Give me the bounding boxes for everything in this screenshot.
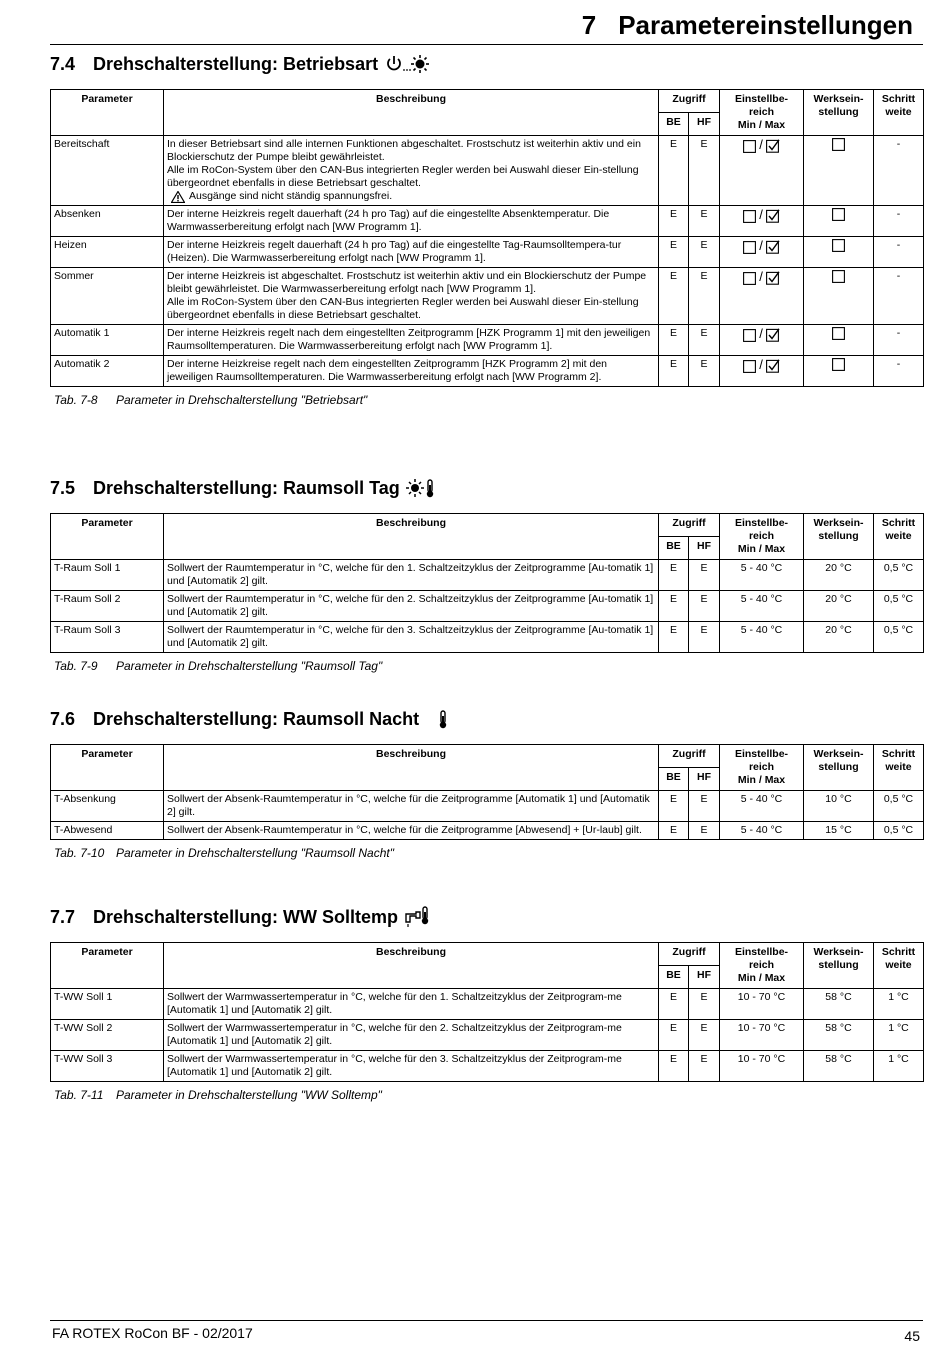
column-header-line: Werksein- (813, 93, 864, 105)
step-width: - (874, 356, 924, 387)
description-paragraph: Der interne Heizkreis ist abgeschaltet. Frostschutz ist weiterhin aktiv und ein Blockierschutz der Pumpe bleibt gewährleistet. Die Warmwasserbereitung erfolgt nach [WW Programm 1]. (167, 270, 647, 295)
access-hf: E (689, 989, 720, 1020)
setting-range: 10 - 70 °C (720, 989, 804, 1020)
section-title: Drehschalterstellung: Betriebsart (93, 54, 379, 74)
column-header-line: reich (748, 106, 775, 118)
column-header-line: Schritt (881, 748, 916, 760)
column-header-schrittweite (874, 90, 924, 136)
slash-separator: / (755, 238, 767, 253)
checkbox-checked-icon (766, 360, 780, 372)
warning-text: Ausgänge sind nicht ständig spannungsfrei. (189, 190, 393, 202)
description-paragraph: Sollwert der Warmwassertemperatur in °C, welche für den 3. Schaltzeitzyklus der Zeitprogram-me [Automatik 1] und [Automatik 2] gilt. (167, 1053, 622, 1078)
parameter-name: T-Raum Soll 3 (51, 622, 164, 653)
section-heading (50, 903, 924, 931)
table-row (51, 822, 924, 840)
header-row (51, 90, 924, 113)
parameter-name: T-Abwesend (51, 822, 164, 840)
column-header-line: Min / Max (737, 543, 786, 555)
column-header-be: BE (659, 768, 689, 791)
column-header-beschreibung: Beschreibung (164, 90, 659, 136)
column-header-zugriff: Zugriff (659, 745, 720, 768)
access-be: E (659, 1020, 689, 1051)
column-header-be: BE (659, 966, 689, 989)
tap-thermometer-icon (404, 906, 432, 928)
setting-range: 5 - 40 °C (720, 791, 804, 822)
parameter-name: Automatik 2 (51, 356, 164, 387)
column-header-hf: HF (689, 113, 720, 136)
column-header-parameter: Parameter (51, 943, 164, 989)
column-header-zugriff: Zugriff (659, 90, 720, 113)
access-be: E (659, 237, 689, 268)
header-row (51, 514, 924, 537)
parameter-name: Absenken (51, 206, 164, 237)
section-number: 7.7 (50, 907, 76, 927)
parameter-description (164, 560, 659, 591)
parameter-name: Bereitschaft (51, 136, 164, 206)
factory-setting: 20 °C (804, 622, 874, 653)
column-header-line: stellung (818, 530, 859, 542)
section-7-4 (50, 50, 924, 407)
chapter-number: 7 (581, 10, 597, 40)
parameter-description (164, 989, 659, 1020)
power-sun-icon (384, 54, 430, 74)
parameter-name: Sommer (51, 268, 164, 325)
factory-setting (804, 206, 874, 237)
setting-range: 5 - 40 °C (720, 822, 804, 840)
access-hf: E (689, 591, 720, 622)
table-row (51, 136, 924, 206)
parameter-description (164, 591, 659, 622)
parameter-description (164, 622, 659, 653)
access-be: E (659, 989, 689, 1020)
column-header-parameter: Parameter (51, 745, 164, 791)
description-paragraph: Sollwert der Warmwassertemperatur in °C, welche für den 2. Schaltzeitzyklus der Zeitprogram-me [Automatik 1] und [Automatik 2] gilt. (167, 1022, 622, 1047)
access-hf: E (689, 1051, 720, 1082)
table-caption-text: Parameter in Drehschalterstellung "Betriebsart" (116, 393, 368, 407)
access-hf: E (689, 791, 720, 822)
step-width: 0,5 °C (874, 560, 924, 591)
parameter-name: T-Raum Soll 1 (51, 560, 164, 591)
parameter-description (164, 791, 659, 822)
section-number: 7.4 (50, 54, 76, 74)
chapter-header (50, 6, 923, 45)
warning-triangle-icon (171, 191, 185, 203)
table-number: Tab. 7-9 (54, 659, 98, 673)
column-header-line: Min / Max (737, 972, 786, 984)
step-width: - (874, 206, 924, 237)
step-width: 1 °C (874, 1051, 924, 1082)
checkbox-empty-icon (832, 358, 845, 370)
column-header-schrittweite (874, 943, 924, 989)
description-paragraph: Alle im RoCon-System über den CAN-Bus integrierten Regler werden bei Auswahl dieser Ein-stellung übergeordnet ebenfalls in diese Betriebsart geschaltet. (167, 296, 639, 321)
column-header-line: Werksein- (813, 517, 864, 529)
description-paragraph: Sollwert der Warmwassertemperatur in °C, welche für den 1. Schaltzeitzyklus der Zeitprogram-me [Automatik 1] und [Automatik 2] gilt. (167, 991, 622, 1016)
factory-setting: 58 °C (804, 1051, 874, 1082)
access-hf: E (689, 268, 720, 325)
factory-setting: 15 °C (804, 822, 874, 840)
checkbox-checked-icon (766, 329, 780, 341)
step-width: 0,5 °C (874, 822, 924, 840)
checkbox-empty-icon (743, 140, 756, 152)
column-header-line: Min / Max (737, 774, 786, 786)
factory-setting (804, 268, 874, 325)
section-heading (50, 50, 924, 78)
column-header-zugriff: Zugriff (659, 514, 720, 537)
column-header-line: weite (885, 106, 912, 118)
factory-setting: 20 °C (804, 560, 874, 591)
table-number: Tab. 7-8 (54, 393, 98, 407)
table-number: Tab. 7-11 (54, 1088, 104, 1102)
column-header-werkseinstellung (804, 90, 874, 136)
section-7-7 (50, 903, 924, 1102)
section-title: Drehschalterstellung: Raumsoll Nacht (93, 709, 420, 729)
description-paragraph: Sollwert der Raumtemperatur in °C, welche für den 3. Schaltzeitzyklus der Zeitprogramme [Au-tomatik 1] und [Automatik 2] gilt. (167, 624, 654, 649)
setting-range (720, 325, 804, 356)
table-row (51, 356, 924, 387)
sun-thermometer-icon (406, 478, 436, 498)
access-be: E (659, 268, 689, 325)
column-header-line: weite (885, 530, 912, 542)
access-be: E (659, 136, 689, 206)
table-caption-text: Parameter in Drehschalterstellung "Raumsoll Nacht" (116, 846, 394, 860)
table-row (51, 268, 924, 325)
parameter-description (164, 268, 659, 325)
chapter-name: Parametereinstellungen (618, 10, 913, 40)
chapter-title (582, 10, 913, 41)
step-width: - (874, 136, 924, 206)
checkbox-checked-icon (766, 140, 780, 152)
column-header-hf: HF (689, 966, 720, 989)
factory-setting: 10 °C (804, 791, 874, 822)
checkbox-empty-icon (832, 270, 845, 282)
parameter-description (164, 1051, 659, 1082)
parameter-name: Automatik 1 (51, 325, 164, 356)
section-7-6 (50, 705, 924, 860)
page-number: 45 (904, 1328, 920, 1344)
parameter-name: T-Raum Soll 2 (51, 591, 164, 622)
description-paragraph: Sollwert der Absenk-Raumtemperatur in °C, welche für die Zeitprogramme [Abwesend] + [Ur-laub] gilt. (167, 824, 642, 836)
column-header-be: BE (659, 537, 689, 560)
footer-divider (50, 1320, 923, 1321)
description-paragraph: In dieser Betriebsart sind alle internen Funktionen abgeschaltet. Frostschutz ist weiterhin aktiv und ein Blockierschutz der Pumpe bleibt gewährleistet. (167, 138, 641, 163)
column-header-werkseinstellung (804, 745, 874, 791)
table-caption (54, 393, 924, 407)
access-hf: E (689, 822, 720, 840)
table-row (51, 237, 924, 268)
checkbox-empty-icon (832, 208, 845, 220)
section-heading (50, 474, 924, 502)
checkbox-empty-icon (743, 210, 756, 222)
header-row (51, 745, 924, 768)
column-header-werkseinstellung (804, 943, 874, 989)
parameter-description (164, 356, 659, 387)
footer-document-id: FA ROTEX RoCon BF - 02/2017 (52, 1325, 253, 1341)
column-header-schrittweite (874, 745, 924, 791)
section-title: Drehschalterstellung: Raumsoll Tag (93, 478, 400, 498)
setting-range (720, 268, 804, 325)
table-row (51, 560, 924, 591)
factory-setting: 58 °C (804, 989, 874, 1020)
step-width: - (874, 237, 924, 268)
column-header-line: Min / Max (737, 119, 786, 131)
column-header-beschreibung: Beschreibung (164, 514, 659, 560)
parameter-name: T-WW Soll 3 (51, 1051, 164, 1082)
column-header-beschreibung: Beschreibung (164, 943, 659, 989)
access-hf: E (689, 356, 720, 387)
description-paragraph: Der interne Heizkreis regelt dauerhaft (24 h pro Tag) auf die eingestellte Absenktemperatur. Die Warmwasserbereitung erfolgt nach [WW Programm 1]. (167, 208, 610, 233)
table-row (51, 622, 924, 653)
column-header-line: Werksein- (813, 946, 864, 958)
table-row (51, 591, 924, 622)
parameter-description (164, 136, 659, 206)
description-paragraph: Sollwert der Raumtemperatur in °C, welche für den 2. Schaltzeitzyklus der Zeitprogramme [Au-tomatik 1] und [Automatik 2] gilt. (167, 593, 654, 618)
access-be: E (659, 791, 689, 822)
table-caption-text: Parameter in Drehschalterstellung "WW Solltemp" (116, 1088, 382, 1102)
step-width: 0,5 °C (874, 622, 924, 653)
checkbox-empty-icon (832, 327, 845, 339)
column-header-line: Einstellbe- (734, 93, 789, 105)
column-header-parameter: Parameter (51, 514, 164, 560)
description-paragraph: Der interne Heizkreise regelt nach dem eingestellten Zeitprogramm [HZK Programm 2] mit den jeweiligen Raumsolltemperaturen. Die Warmwasserbereitung erfolgt nach [WW Programm 2]. (167, 358, 608, 383)
factory-setting (804, 237, 874, 268)
header-row (51, 943, 924, 966)
parameter-description (164, 1020, 659, 1051)
access-be: E (659, 1051, 689, 1082)
access-be: E (659, 622, 689, 653)
checkbox-empty-icon (743, 360, 756, 372)
factory-setting: 58 °C (804, 1020, 874, 1051)
description-paragraph: Der interne Heizkreis regelt nach dem eingestellten Zeitprogramm [HZK Programm 1] mit den jeweiligen Raumsolltemperaturen. Die Warmwasserbereitung erfolgt nach [WW Programm 1]. (167, 327, 651, 352)
parameter-table (50, 513, 924, 653)
slash-separator: / (755, 269, 767, 284)
column-header-einstellbereich (720, 90, 804, 136)
table-row (51, 791, 924, 822)
setting-range: 10 - 70 °C (720, 1020, 804, 1051)
column-header-schrittweite (874, 514, 924, 560)
step-width: 1 °C (874, 1020, 924, 1051)
table-row (51, 989, 924, 1020)
setting-range (720, 237, 804, 268)
parameter-table (50, 744, 924, 840)
parameter-name: T-WW Soll 2 (51, 1020, 164, 1051)
column-header-line: reich (748, 959, 775, 971)
column-header-line: stellung (818, 959, 859, 971)
section-number: 7.5 (50, 478, 76, 498)
slash-separator: / (755, 207, 767, 222)
checkbox-checked-icon (766, 241, 780, 253)
parameter-description (164, 206, 659, 237)
step-width: - (874, 325, 924, 356)
access-hf: E (689, 622, 720, 653)
slash-separator: / (755, 357, 767, 372)
step-width: - (874, 268, 924, 325)
checkbox-empty-icon (743, 329, 756, 341)
column-header-hf: HF (689, 768, 720, 791)
setting-range: 5 - 40 °C (720, 622, 804, 653)
factory-setting (804, 325, 874, 356)
access-hf: E (689, 136, 720, 206)
access-be: E (659, 325, 689, 356)
parameter-name: T-WW Soll 1 (51, 989, 164, 1020)
column-header-line: stellung (818, 106, 859, 118)
parameter-name: T-Absenkung (51, 791, 164, 822)
column-header-zugriff: Zugriff (659, 943, 720, 966)
checkbox-checked-icon (766, 272, 780, 284)
column-header-einstellbereich (720, 943, 804, 989)
parameter-description (164, 237, 659, 268)
setting-range (720, 206, 804, 237)
setting-range: 5 - 40 °C (720, 591, 804, 622)
table-number: Tab. 7-10 (54, 846, 105, 860)
column-header-beschreibung: Beschreibung (164, 745, 659, 791)
warning-note (167, 190, 655, 203)
description-paragraph: Sollwert der Absenk-Raumtemperatur in °C, welche für die Zeitprogramme [Automatik 1] und [Automatik 2] gilt. (167, 793, 650, 818)
access-be: E (659, 591, 689, 622)
column-header-parameter: Parameter (51, 90, 164, 136)
slash-separator: / (755, 326, 767, 341)
section-number: 7.6 (50, 709, 76, 729)
table-row (51, 325, 924, 356)
column-header-line: reich (748, 761, 775, 773)
column-header-einstellbereich (720, 745, 804, 791)
step-width: 0,5 °C (874, 591, 924, 622)
setting-range (720, 136, 804, 206)
table-caption-text: Parameter in Drehschalterstellung "Raumsoll Tag" (116, 659, 383, 673)
section-title: Drehschalterstellung: WW Solltemp (93, 907, 399, 927)
column-header-line: reich (748, 530, 775, 542)
column-header-hf: HF (689, 537, 720, 560)
access-be: E (659, 356, 689, 387)
description-paragraph: Alle im RoCon-System über den CAN-Bus integrierten Regler werden bei Auswahl dieser Ein-stellung übergeordnet ebenfalls in diese Betriebsart geschaltet. (167, 164, 639, 189)
parameter-description (164, 822, 659, 840)
checkbox-empty-icon (743, 241, 756, 253)
access-hf: E (689, 206, 720, 237)
column-header-line: Einstellbe- (734, 946, 789, 958)
column-header-line: Einstellbe- (734, 517, 789, 529)
table-row (51, 206, 924, 237)
table-caption (54, 1088, 924, 1102)
access-hf: E (689, 237, 720, 268)
table-caption (54, 846, 924, 860)
parameter-description (164, 325, 659, 356)
access-hf: E (689, 1020, 720, 1051)
column-header-line: Werksein- (813, 748, 864, 760)
factory-setting (804, 136, 874, 206)
section-heading (50, 705, 924, 733)
column-header-line: Schritt (881, 946, 916, 958)
factory-setting: 20 °C (804, 591, 874, 622)
section-7-5 (50, 474, 924, 673)
setting-range: 5 - 40 °C (720, 560, 804, 591)
table-row (51, 1020, 924, 1051)
column-header-line: weite (885, 761, 912, 773)
column-header-line: stellung (818, 761, 859, 773)
column-header-werkseinstellung (804, 514, 874, 560)
checkbox-empty-icon (832, 138, 845, 150)
description-paragraph: Der interne Heizkreis regelt dauerhaft (24 h pro Tag) auf die eingestellte Tag-Raumsolltempera-tur (Heizen). Die Warmwasserbereitung erfolgt nach [WW Programm 1]. (167, 239, 622, 264)
setting-range: 10 - 70 °C (720, 1051, 804, 1082)
column-header-line: Schritt (881, 517, 916, 529)
access-be: E (659, 560, 689, 591)
step-width: 0,5 °C (874, 791, 924, 822)
checkbox-empty-icon (743, 272, 756, 284)
column-header-line: Einstellbe- (734, 748, 789, 760)
column-header-einstellbereich (720, 514, 804, 560)
access-be: E (659, 206, 689, 237)
factory-setting (804, 356, 874, 387)
access-hf: E (689, 325, 720, 356)
parameter-table (50, 89, 924, 387)
column-header-line: Schritt (881, 93, 916, 105)
checkbox-empty-icon (832, 239, 845, 251)
table-caption (54, 659, 924, 673)
step-width: 1 °C (874, 989, 924, 1020)
setting-range (720, 356, 804, 387)
column-header-line: weite (885, 959, 912, 971)
access-be: E (659, 822, 689, 840)
moon-thermometer-icon (425, 709, 451, 729)
parameter-name: Heizen (51, 237, 164, 268)
table-row (51, 1051, 924, 1082)
slash-separator: / (755, 137, 767, 152)
checkbox-checked-icon (766, 210, 780, 222)
column-header-be: BE (659, 113, 689, 136)
access-hf: E (689, 560, 720, 591)
parameter-table (50, 942, 924, 1082)
description-paragraph: Sollwert der Raumtemperatur in °C, welche für den 1. Schaltzeitzyklus der Zeitprogramme [Au-tomatik 1] und [Automatik 2] gilt. (167, 562, 654, 587)
